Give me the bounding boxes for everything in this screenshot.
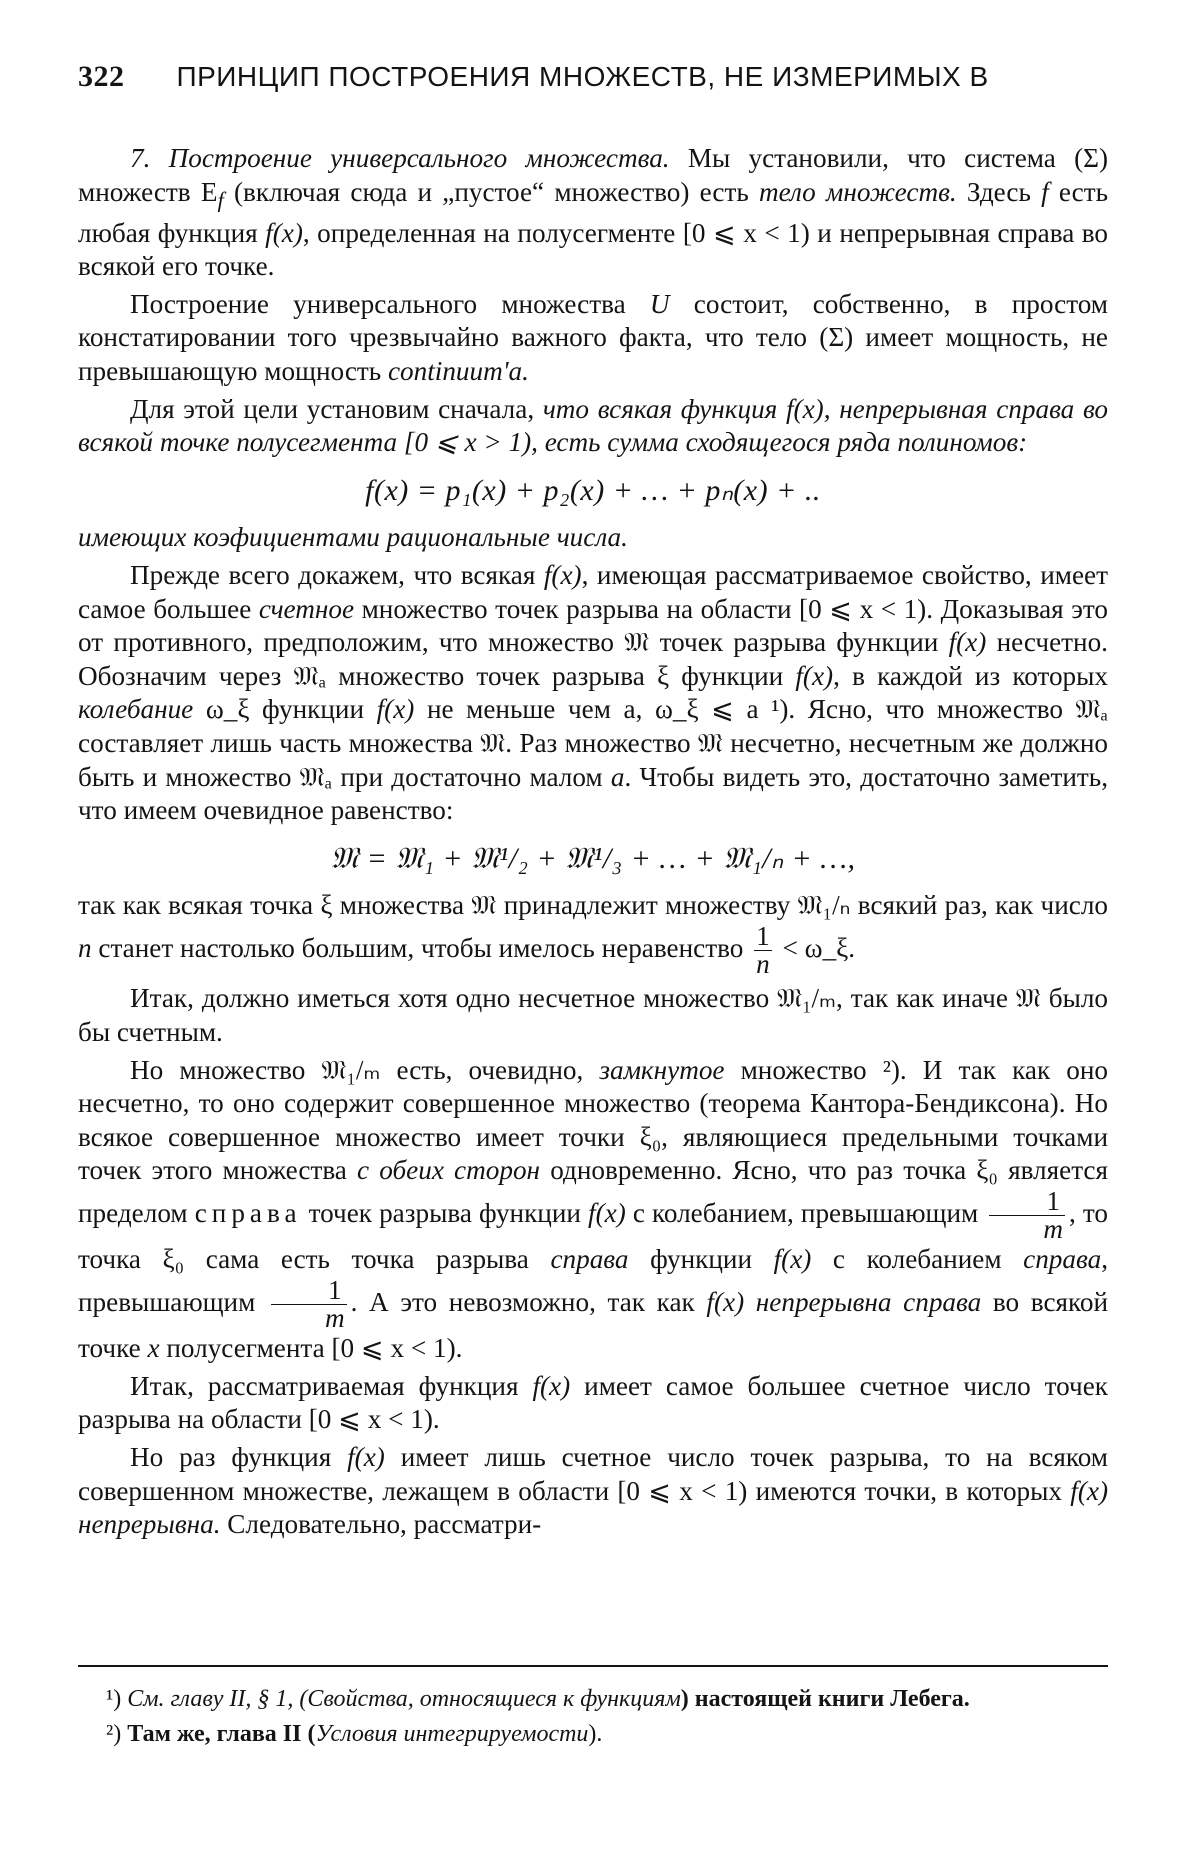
- text-run: несчетно. Обозначим через 𝔐ₐ множество точек разрыва ξ функции: [78, 627, 1108, 691]
- math-expr: f(x): [1070, 1475, 1108, 1506]
- text-run: , определенная на полусегменте [0 ⩽ x < 1) и непрерывная справа во всякой его точке.: [78, 217, 1108, 282]
- page-header: [78, 60, 1108, 94]
- emphasis: справа: [1023, 1244, 1102, 1275]
- text-run: станет настолько большим, чтобы имелось неравенство: [91, 932, 751, 963]
- text-run: См. главу II, § 1, (: [121, 1686, 308, 1712]
- fraction-denominator: n: [756, 949, 770, 980]
- paragraph-countable-discontinuities: [78, 1370, 1108, 1437]
- text-run: точек разрыва функции: [301, 1197, 589, 1228]
- text-run: Построение универсального множества: [130, 288, 650, 319]
- emphasis: справа: [550, 1244, 629, 1275]
- emphasis: счетное: [258, 593, 355, 624]
- text-run: множество точек разрыва на области [0 ⩽ x < 1). Доказывая это от противного, предположим, что множество 𝔐 точек разрыва функции: [78, 593, 1108, 658]
- math-var: a: [610, 761, 625, 792]
- text-run: Прежде всего докажем, что всякая: [130, 559, 544, 590]
- text-run: состоит, собственно, в простом констатировании того чрезвычайно важного факта, что тело (Σ) имеет мощность, не превышающую мощность: [78, 288, 1108, 386]
- footnote-marker: ¹): [106, 1686, 122, 1712]
- fraction-denominator: m: [1043, 1214, 1063, 1245]
- text-run: < ω_ξ.: [775, 932, 856, 963]
- math-expr: f(x): [347, 1442, 385, 1473]
- paragraph-rational-coefficients: имеющих коэфициентами рациональные числа.: [78, 522, 628, 553]
- paragraph-universal-set: [78, 288, 1108, 389]
- text-run: . Чтобы видеть это, достаточно заметить, что имеем очевидное равенство:: [78, 761, 1108, 826]
- text-run: есть любая функция: [78, 176, 1108, 248]
- math-expr: f(x): [376, 694, 415, 725]
- formula-set-decomposition: 𝔐 = 𝔐₁ + 𝔐¹/₂ + 𝔐¹/₃ + … + 𝔐₁/ₙ + …,: [330, 841, 856, 875]
- emphasis: Свойства, относящиеся к функциям: [307, 1686, 681, 1712]
- text-run: полусегмента [0 ⩽ x < 1).: [159, 1333, 463, 1364]
- math-var: f: [1041, 176, 1049, 207]
- fraction-1-over-m: [271, 1274, 347, 1334]
- text-run: одновременно. Ясно, что раз точка ξ₀ является пределом: [78, 1155, 1108, 1228]
- text-run: имеет самое большее счетное число точек разрыва на области [0 ⩽ x < 1).: [78, 1370, 1108, 1435]
- footnote-marker: ²): [106, 1721, 122, 1747]
- text-run: функции: [628, 1244, 774, 1275]
- text-run: не меньше чем a, ω_ξ ⩽ a ¹). Ясно, что множество 𝔐ₐ составляет лишь часть множества 𝔐. Раз множество 𝔐 несчетно, несчетным же должно быть и множество 𝔐ₐ при достаточно малом: [78, 694, 1108, 792]
- emphasis: тело множеств.: [758, 176, 957, 207]
- paragraph-discontinuity-points: [78, 559, 1108, 828]
- fraction-denominator: m: [324, 1303, 345, 1334]
- text-run: ) настоящей книги Лебега.: [680, 1686, 970, 1712]
- text-run: Следовательно, рассматри-: [220, 1509, 542, 1540]
- section-heading: 7. Построение универсального множества.: [130, 143, 670, 173]
- text-run: Но множество 𝔐₁/ₘ есть, очевидно,: [130, 1054, 600, 1085]
- text-run: ω_ξ функции: [193, 694, 377, 725]
- fraction-1-over-n: [754, 920, 772, 980]
- paragraph-point-membership: [78, 889, 1108, 978]
- math-expr: f(x): [706, 1286, 745, 1317]
- text-run: Итак, рассматриваемая функция: [130, 1370, 533, 1401]
- text-run: Здесь: [956, 176, 1042, 207]
- emphasis: continuum'а.: [387, 356, 529, 386]
- paragraph-polynomial-series: [78, 393, 1108, 460]
- paragraph-closed-set: [78, 1054, 1108, 1366]
- math-expr: f(x): [588, 1197, 626, 1228]
- math-expr: f(x): [773, 1244, 812, 1275]
- math-var: U: [649, 288, 670, 319]
- fraction-numerator: 1: [271, 1277, 347, 1305]
- emphasis: колебание: [78, 694, 194, 725]
- fraction-numerator: 1: [989, 1188, 1065, 1216]
- math-expr: f(x): [948, 627, 987, 658]
- emphasis: Условия интегрируемости: [315, 1721, 589, 1747]
- paragraph-uncountable-set: Итак, должно иметься хотя одно несчетное множество 𝔐₁/ₘ, так как иначе 𝔐 было бы счетным.: [78, 983, 1108, 1047]
- text-run: , превышающим: [78, 1244, 1108, 1317]
- fraction-numerator: 1: [756, 920, 770, 951]
- emphasis: с обеих сторон: [357, 1155, 541, 1186]
- text-run: ).: [588, 1721, 603, 1747]
- text-run: во всякой точке: [78, 1286, 1108, 1364]
- emphasis: замкнутое: [599, 1054, 725, 1085]
- subscript: f: [217, 187, 224, 213]
- page-number: 322: [78, 60, 125, 93]
- emphasis: непрерывна.: [78, 1509, 221, 1540]
- footnote-divider: [78, 1665, 1108, 1667]
- math-expr: f(x): [532, 1370, 571, 1401]
- text-run: Для этой цели установим сначала,: [130, 393, 543, 424]
- text-run: , имеющая рассматриваемое свойство, имеет самое большее: [78, 559, 1108, 624]
- math-expr: f(x): [265, 217, 303, 248]
- text-run: множество ²). И так как оно несчетно, то оно содержит совершенное множество (теорема Кантора-Бендиксона). Но всякое совершенное множество имеет точки ξ₀, являющиеся предельными точками точек этого множества: [78, 1054, 1108, 1186]
- text-run: Но раз функция: [130, 1442, 348, 1473]
- text-run: Там же, глава II (: [121, 1721, 316, 1747]
- text-run: , в каждой из которых: [833, 660, 1109, 691]
- text-run: Мы установили, что система (Σ) множеств E: [78, 143, 1109, 207]
- formula-polynomial-sum: f(x) = p₁(x) + p₂(x) + … + pₙ(x) + ..: [365, 473, 821, 507]
- emphasis: непрерывна справа: [744, 1286, 982, 1317]
- footnote-2: [78, 1720, 1108, 1749]
- paragraph-continuity-points: [78, 1441, 1108, 1542]
- math-expr: f(x): [795, 660, 834, 691]
- fraction-1-over-m: [989, 1185, 1065, 1245]
- text-run: с колебанием: [811, 1244, 1024, 1275]
- math-var: x: [147, 1333, 160, 1364]
- running-title: ПРИНЦИП ПОСТРОЕНИЯ МНОЖЕСТВ, НЕ ИЗМЕРИМЫХ В: [176, 61, 989, 92]
- text-run: (включая сюда и „пустое“ множество) есть: [223, 176, 759, 207]
- footnote-1: [78, 1685, 1108, 1714]
- paragraph-section-7: [78, 142, 1108, 284]
- text-run: с колебанием, превышающим: [625, 1197, 986, 1228]
- footnotes: [78, 1685, 1108, 1755]
- text-run: так как всякая точка ξ множества 𝔐 принадлежит множеству 𝔐₁/ₙ всякий раз, как число: [78, 890, 1108, 921]
- text-run: . А это невозможно, так как: [350, 1286, 707, 1317]
- emphasis: что всякая функция f(x), непрерывная справа во всякой точке полусегмента [0 ⩽ x > 1), есть сумма сходящегося ряда полиномов:: [78, 393, 1108, 458]
- main-text: [78, 142, 1108, 1546]
- text-run: , то точка ξ₀ сама есть точка разрыва: [78, 1197, 1108, 1275]
- math-var: n: [78, 932, 92, 963]
- text-run: имеет лишь счетное число точек разрыва, то на всяком совершенном множестве, лежащем в области [0 ⩽ x < 1) имеются точки, в которых: [78, 1442, 1108, 1506]
- math-expr: f(x): [543, 559, 582, 590]
- spaced-emphasis: справа: [194, 1197, 302, 1228]
